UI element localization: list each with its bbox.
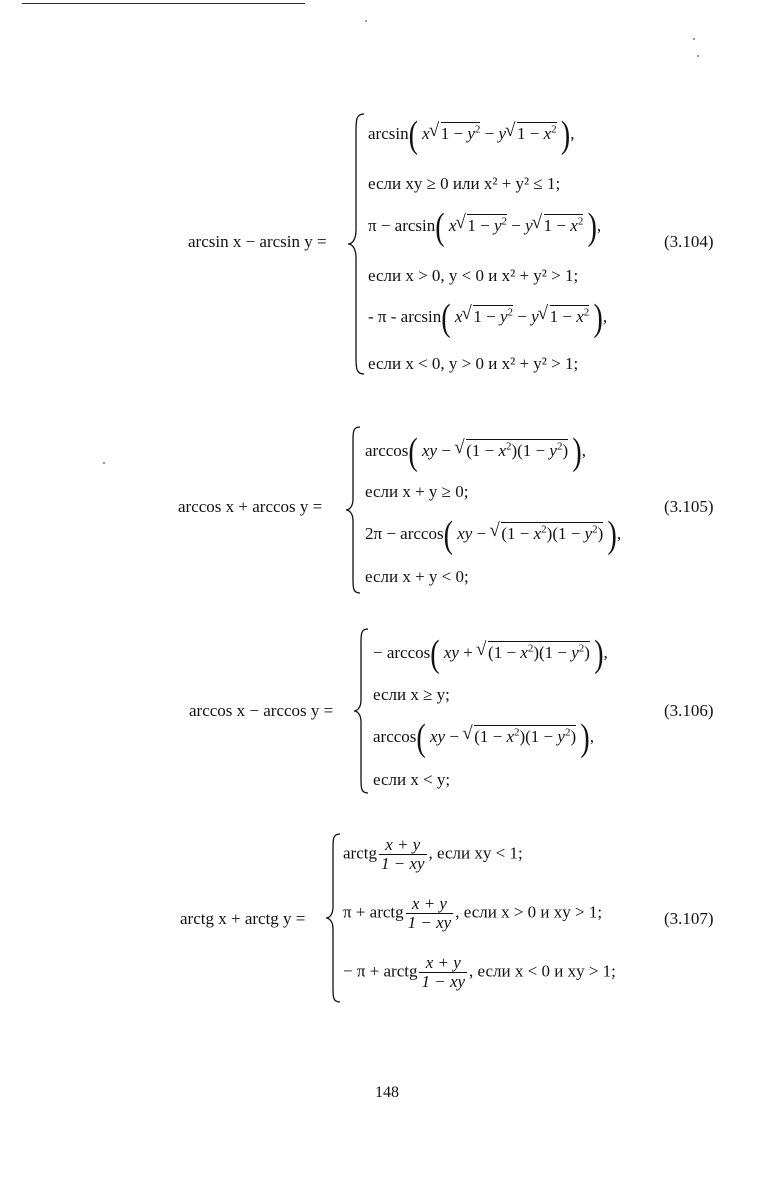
scan-speck	[365, 20, 367, 22]
case-function: arcsin	[368, 124, 409, 143]
fraction-numerator: x + y	[379, 836, 427, 855]
scan-speck	[697, 55, 699, 57]
formula-lhs: arccos x + arccos y =	[178, 497, 323, 516]
case-function: arccos	[373, 727, 417, 746]
case-function: − π + arctg	[343, 961, 418, 981]
case-condition: если x > 0, y < 0 и x² + y² > 1;	[368, 266, 579, 285]
fraction-numerator: x + y	[406, 895, 454, 914]
case-condition: , если x < 0 и xy > 1;	[469, 961, 616, 981]
case-expression: − arccos( xy + √ $(1 - x^2)(1 - y^2)$ ),	[373, 642, 608, 667]
case-condition: , если xy < 1;	[428, 843, 523, 863]
case-function: 2π − arccos	[365, 524, 444, 543]
case-function: π − arcsin	[368, 216, 436, 235]
fraction	[379, 836, 427, 873]
formula-lhs: arctg x + arctg y =	[180, 909, 306, 928]
case-expression: - π - arcsin( x√ $1 - y^2 - y√$ $1 - x^2$ ),	[368, 306, 607, 331]
case-expression: arccos( xy − √ $(1 - x^2)(1 - y^2)$ ),	[373, 726, 594, 751]
fraction-denominator: 1 − xy	[407, 912, 452, 932]
case-condition: если xy ≥ 0 или x² + y² ≤ 1;	[368, 174, 561, 193]
fraction	[406, 895, 454, 932]
case-expression	[343, 836, 523, 873]
case-condition: , если x > 0 и xy > 1;	[455, 902, 603, 922]
scan-speck	[693, 38, 695, 40]
left-brace	[324, 832, 342, 1004]
fraction-numerator: x + y	[419, 954, 467, 973]
top-rule	[22, 3, 305, 4]
case-expression: π − arcsin( x√ $1 - y^2 - y√$ $1 - x^2$ ),	[368, 215, 601, 240]
page-number: 148	[375, 1084, 399, 1101]
case-condition: если x ≥ y;	[373, 685, 450, 704]
case-expression: 2π − arccos( xy − √ $(1 - x^2)(1 - y^2)$ ),	[365, 523, 621, 548]
case-expression: arccos( xy − √ $(1 - x^2)(1 - y^2)$ ),	[365, 440, 586, 465]
case-expression	[343, 895, 602, 932]
case-function: − arccos	[373, 643, 431, 662]
case-condition: если x + y < 0;	[365, 567, 469, 586]
equation-number: (3.107)	[664, 909, 714, 928]
case-function: arccos	[365, 441, 409, 460]
equation-number: (3.106)	[664, 701, 714, 720]
fraction-denominator: 1 − xy	[380, 853, 425, 873]
case-expression: arcsin( x√ $1 - y^2 - y√$ $1 - x^2$ ),	[368, 123, 574, 148]
equation-number: (3.105)	[664, 497, 714, 516]
case-function: - π - arcsin	[368, 307, 442, 326]
case-condition: если x + y ≥ 0;	[365, 482, 469, 501]
left-brace	[346, 112, 366, 376]
formula-lhs: arcsin x − arcsin y =	[188, 232, 327, 251]
case-function: arctg	[343, 843, 377, 863]
case-function: π + arctg	[343, 902, 404, 922]
case-condition: если x < y;	[373, 770, 451, 789]
left-brace	[352, 627, 370, 795]
scan-speck	[103, 462, 105, 464]
left-brace	[344, 425, 362, 595]
equation-number: (3.104)	[664, 232, 714, 251]
case-expression	[343, 954, 616, 991]
case-condition: если x < 0, y > 0 и x² + y² > 1;	[368, 354, 579, 373]
fraction	[419, 954, 467, 991]
fraction-denominator: 1 − xy	[421, 971, 466, 991]
formula-lhs: arccos x − arccos y =	[189, 701, 334, 720]
